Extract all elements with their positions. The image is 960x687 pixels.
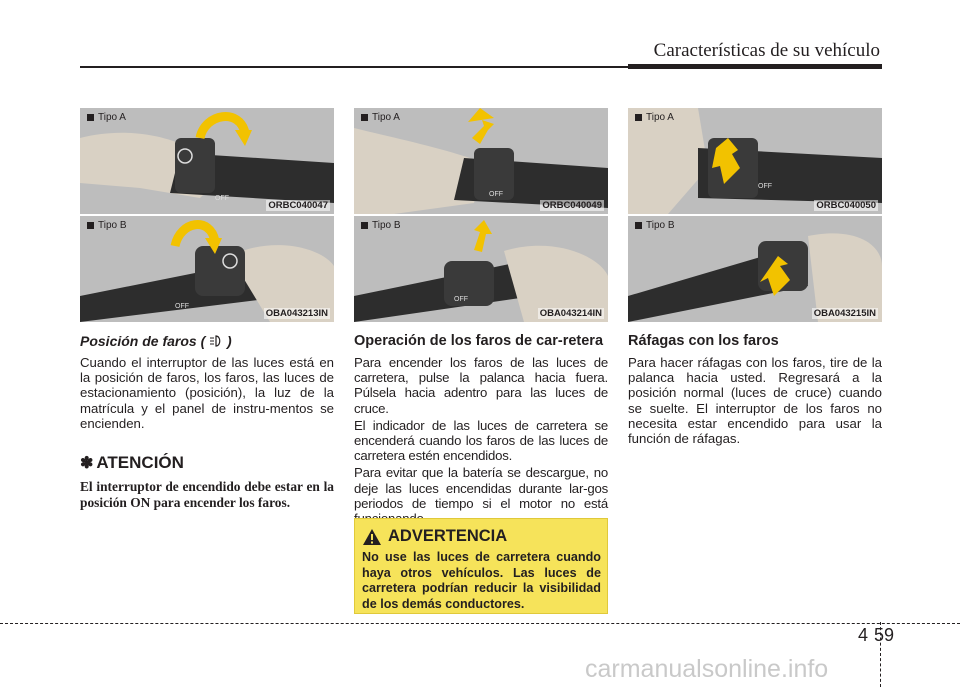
section-title: Posición de faros ( ) — [80, 333, 232, 349]
page-header-title: Características de su vehículo — [653, 40, 880, 61]
watermark: carmanualsonline.info — [585, 655, 829, 683]
attention-heading: ✽ ATENCIÓN — [80, 453, 184, 473]
photo-code: ORBC040047 — [268, 200, 328, 211]
headlight-icon — [209, 335, 223, 347]
footer-rule — [0, 623, 960, 624]
warning-triangle-icon — [362, 528, 382, 546]
photo-type-a — [80, 108, 334, 214]
page-number — [858, 625, 894, 646]
svg-text:OFF: OFF — [215, 195, 229, 202]
photo-code: ORBC040050 — [816, 200, 876, 211]
photo-type-b — [628, 216, 882, 322]
stalk-rotate-illustration — [80, 216, 334, 322]
photo-code: ORBC040049 — [542, 200, 602, 211]
stalk-pull-illustration — [628, 108, 882, 214]
photo-type-b — [80, 216, 334, 322]
warning-box — [354, 518, 608, 614]
warning-heading: ADVERTENCIA — [362, 527, 601, 546]
page-number-value: 59 — [874, 625, 895, 645]
photo-code: OBA043214IN — [539, 308, 602, 319]
stalk-rotate-illustration — [80, 108, 334, 214]
photo-label: Tipo B — [361, 220, 401, 231]
photo-type-a — [354, 108, 608, 214]
attention-text: El interruptor de encendido debe estar en la posición ON para encender los faros. — [80, 479, 334, 510]
warning-text: No use las luces de carretera cuando haya otros vehículos. Las luces de carretera podrían reducir la visibilidad de los demás conductores. — [362, 550, 601, 611]
stalk-push-illustration — [354, 216, 608, 322]
photo-type-b — [354, 216, 608, 322]
column-flash-to-pass — [628, 108, 882, 446]
photo-type-a — [628, 108, 882, 214]
section-body: Para hacer ráfagas con los faros, tire de la palanca hacia usted. Regresará a la posición normal (luces de cruce) cuando se suelte. El interruptor de los faros no necesita estar encendido para usar la función de ráfagas. — [628, 355, 882, 447]
photo-label: Tipo B — [635, 220, 675, 231]
section-title: Operación de los faros de car-retera — [354, 333, 604, 349]
section-body: Cuando el interruptor de las luces está en la posición de faros, los faros, las luces de estacionamiento (posición), la luz de la matrícula y el panel de instru-mentos se encienden. — [80, 355, 334, 431]
stalk-pull-illustration — [628, 216, 882, 322]
header-rule-accent — [628, 64, 882, 69]
svg-text:OFF: OFF — [175, 303, 189, 310]
section-paragraph: Para evitar que la batería se descargue, no deje las luces encendidas durante lar-gos periodos de tiempo si el motor no está — [354, 465, 608, 511]
section-title: Ráfagas con los faros — [628, 333, 779, 349]
photo-label: Tipo A — [87, 112, 126, 123]
section-number: 4 — [858, 625, 869, 645]
photo-label: Tipo A — [361, 112, 400, 123]
svg-text:OFF: OFF — [758, 183, 772, 190]
column-high-beam — [354, 108, 608, 526]
photo-label: Tipo A — [635, 112, 674, 123]
column-headlight-position — [80, 108, 334, 510]
photo-code: OBA043215IN — [813, 308, 876, 319]
stalk-push-illustration — [354, 108, 608, 214]
section-paragraph: El indicador de las luces de carretera se encenderá cuando los faros de las luces de carretera estén encendidos. — [354, 417, 608, 464]
photo-label: Tipo B — [87, 220, 127, 231]
asterisk-icon: ✽ — [80, 455, 94, 473]
svg-text:OFF: OFF — [454, 296, 468, 303]
section-paragraph: Para encender los faros de las luces de carretera, pulse la palanca hacia fuera. Púlsela hacia adentro para las luces de cruce. — [354, 355, 608, 416]
photo-code: OBA043213IN — [265, 308, 328, 319]
svg-text:OFF: OFF — [489, 191, 503, 198]
